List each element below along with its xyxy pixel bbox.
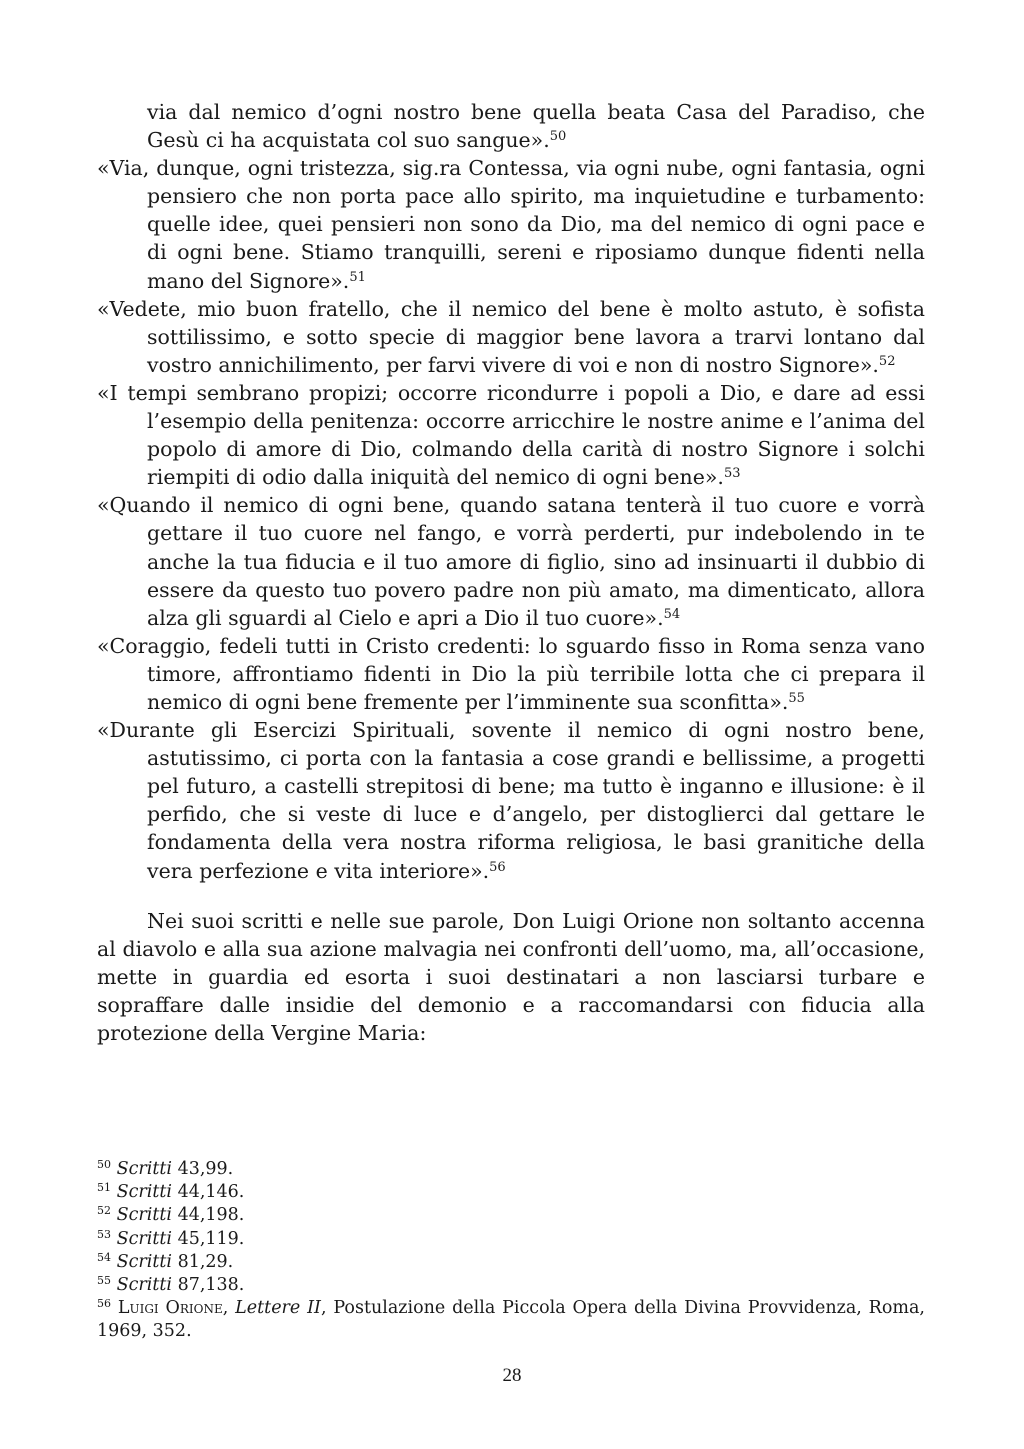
author-name: Luigi Orione xyxy=(117,1298,223,1319)
body-paragraph: Nei suoi scritti e nelle sue parole, Don Luigi Orione non soltanto accenna al diavolo e alla sua azione malvagia nei confronti dell’uomo, ma, all’occasione, mette in guardia ed esorta i suoi destinatari a non lasciarsi turbare e sopraffare dalle insidie del demonio e a raccomandarsi con fiducia alla protezione della Vergine Maria: xyxy=(97,908,925,1045)
footnote-ref[interactable]: 52 xyxy=(878,353,896,369)
quote-item: «Durante gli Esercizi Spirituali, sovente il nemico di ogni nostro bene, astutissimo, ci porta con la fantasia a cose grandi e bellissime, a progetti pel futuro, a castelli strepitosi di bene; ma tutto è inganno e illusione: è il perfido, che si veste di luce e d’angelo, per distoglierci dal gettare le fondamenta della vera nostra riforma religiosa, le basi granitiche della vera perfezione e vita interiore».$^{56}$ xyxy=(97,718,925,883)
quote-continuation: via dal nemico d’ogni nostro bene quella beata Casa del Paradiso, che Gesù ci ha acquistata col suo sangue».$^{50}$ xyxy=(147,100,925,153)
footnote-ref[interactable]: 50 xyxy=(549,129,567,145)
footnote: $^{56}$ Luigi Orione, Lettere II, Postulazione della Piccola Opera della Divina Provvidenza, Roma, 1969, 352. xyxy=(97,1297,925,1342)
footnote: $^{51}$ Scritti 44,146. xyxy=(97,1181,245,1203)
quote-item: «I tempi sembrano propizi; occorre ricondurre i popoli a Dio, e dare ad essi l’esempio della penitenza: occorre arricchire le nostre anime e l’anima del popolo di amore di Dio, colmando della carità di nostro Signore i solchi riempiti di odio dalla iniquità del nemico di ogni bene».$^{53}$ xyxy=(97,380,925,490)
quote-item: «Coraggio, fedeli tutti in Cristo credenti: lo sguardo fisso in Roma senza vano timore, affrontiamo fidenti in Dio la più terribile lotta che ci prepara il nemico di ogni bene fremente per l’imminente sua sconfitta».$^{55}$ xyxy=(97,633,925,714)
footnote-ref[interactable]: 54 xyxy=(663,606,681,622)
quote-item: «Vedete, mio buon fratello, che il nemico del bene è molto astuto, è sofista sottilissimo, e sotto specie di maggior bene lavora a trarvi lontano dal vostro annichilimento, per farvi vivere di voi e non di nostro Signore».$^{52}$ xyxy=(97,296,925,377)
footnote: $^{52}$ Scritti 44,198. xyxy=(97,1204,245,1226)
footnote: $^{55}$ Scritti 87,138. xyxy=(97,1274,245,1296)
footnote-ref[interactable]: 51 xyxy=(349,269,366,285)
footnote-ref[interactable]: 53 xyxy=(723,466,741,482)
footnote-ref[interactable]: 55 xyxy=(788,690,805,706)
footnote: $^{54}$ Scritti 81,29. xyxy=(97,1250,234,1272)
page-body xyxy=(97,98,925,1047)
quote-item: «Quando il nemico di ogni bene, quando satana tenterà il tuo cuore e vorrà gettare il tuo cuore nel fango, e vorrà perderti, pur indebolendo in te anche la tua fiducia e il tuo amore di figlio, sino ad insinuarti il dubbio di essere da questo tuo povero padre non più amato, ma dimenticato, allora alza gli sguardi al Cielo e apri a Dio il tuo cuore».$^{54}$ xyxy=(97,493,925,630)
footnote-ref[interactable]: 56 xyxy=(489,859,506,875)
page-number: 28 xyxy=(502,1365,522,1386)
footnotes xyxy=(97,1158,925,1344)
quote-item: «Via, dunque, ogni tristezza, sig.ra Contessa, via ogni nube, ogni fantasia, ogni pensiero che non porta pace allo spirito, ma inquietudine e turbamento: quelle idee, quei pensieri non sono da Dio, ma del nemico di ogni pace e di ogni bene. Stiamo tranquilli, sereni e riposiamo dunque fidenti nella mano del Signore».$^{51}$ xyxy=(97,156,925,293)
footnote: $^{50}$ Scritti 43,99. xyxy=(97,1158,234,1179)
footnote: $^{53}$ Scritti 45,119. xyxy=(97,1227,245,1249)
